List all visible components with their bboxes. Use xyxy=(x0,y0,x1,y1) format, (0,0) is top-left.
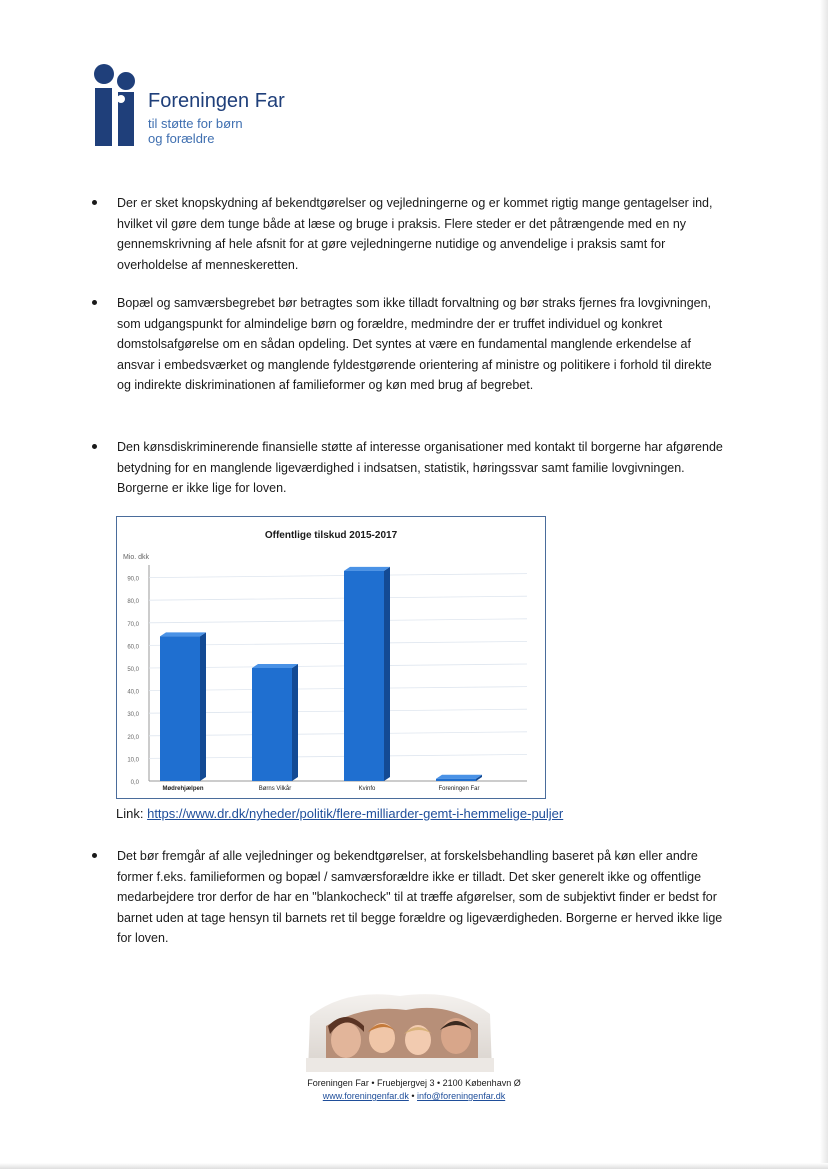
chart-bar xyxy=(436,779,476,781)
chart-x-tick-label: Mødrehjælpen xyxy=(162,786,204,792)
chart-y-tick-label: 70,0 xyxy=(127,621,139,628)
source-link-line xyxy=(116,806,563,821)
chart-y-axis-label: Mio. dkk xyxy=(123,554,150,561)
logo-tagline-line1: til støtte for børn xyxy=(148,116,243,131)
chart-bar-side xyxy=(200,632,206,781)
bar-chart xyxy=(116,516,546,799)
page-edge-shadow xyxy=(820,0,828,1169)
bullet-text: Der er sket knopskydning af bekendtgørelser og vejledningerne og er kommet rigtig mange gentagelser ind, hvilket vil gøre dem tunge både at læse og bruge i praksis. Flere steder er det påtrængende med en ny gennemskrivning af hele afsnit for at gøre vejledningerne nutidige og anvendelige i praksis samt for overholdelse af menneskeretten. xyxy=(117,196,713,272)
link-label: Link: xyxy=(116,806,144,821)
page-bottom-shadow xyxy=(0,1163,828,1169)
chart-y-tick-label: 30,0 xyxy=(127,712,139,719)
chart-bar xyxy=(160,636,200,781)
chart-x-tick-label: Foreningen Far xyxy=(438,786,480,792)
footer-website-link[interactable]: www.foreningenfar.dk xyxy=(322,1091,409,1101)
source-link[interactable]: https://www.dr.dk/nyheder/politik/flere-milliarder-gemt-i-hemmelige-puljer xyxy=(147,806,564,821)
chart-bar-top xyxy=(252,664,298,668)
chart-y-tick-label: 80,0 xyxy=(127,599,139,606)
chart-bar-top xyxy=(344,567,390,571)
family-photo xyxy=(306,986,494,1072)
bullet-dot-icon xyxy=(92,444,97,449)
chart-y-tick-label: 50,0 xyxy=(127,667,139,673)
bullet-dot-icon xyxy=(92,300,97,305)
chart-y-tick-label: 0,0 xyxy=(130,780,139,786)
chart-title: Offentlige tilskud 2015-2017 xyxy=(264,530,398,541)
chart-canvas xyxy=(117,517,544,797)
bullet-text: Bopæl og samværsbegrebet bør betragtes som ikke tilladt forvaltning og bør straks fjernes fra lovgivningen, som udgangspunkt for almindelige børn og forældre, medmindre der er truffet individuel og konkret domstolsafgørelse om en sådan opdeling. Det syntes at være en fundamental manglende erkendelse af ansvar i embedsværket og manglende fyldestgørende orientering af ministre og politikere i forhold til direkte og indirekte diskriminationen af familieformer og køn med brug af begrebet. xyxy=(117,296,712,393)
bullet-text: Det bør fremgår af alle vejledninger og bekendtgørelser, at forskelsbehandling baseret på køn eller andre former f.eks. familieformen og bopæl / samværsforældre ikke er tilladt. Det sker generelt ikke og offentlige medarbejdere tror derfor de har en "blankocheck" til at træffe afgørelser, som de subjektivt finder er bedst for barnet uden at tage hensyn til barnets ret til begge forældre og ligeværdigheden. Borgerne er herved ikke lige for loven. xyxy=(117,849,723,946)
chart-bar-top xyxy=(160,632,206,636)
logo-mark-icon xyxy=(92,62,148,152)
footer-address: Foreningen Far • Fruebjergvej 3 • 2100 København Ø xyxy=(307,1078,521,1088)
logo-tagline xyxy=(148,116,243,146)
logo-tagline-line2: og forældre xyxy=(148,131,215,146)
bullet-dot-icon xyxy=(92,200,97,205)
chart-y-tick-label: 90,0 xyxy=(127,576,139,583)
chart-bar-side xyxy=(292,664,298,781)
logo-name: Foreningen Far xyxy=(148,90,285,112)
bullet-dot-icon xyxy=(92,853,97,858)
chart-bar xyxy=(344,571,384,781)
chart-gridline xyxy=(149,619,527,623)
chart-gridline xyxy=(149,574,527,578)
logo xyxy=(92,62,332,152)
bullet-text: Den kønsdiskriminerende finansielle støtte af interesse organisationer med kontakt til borgerne har afgørende betydning for en manglende ligeværdighed i indsatsen, statistik, høringssvar samt familie lovgivningen. Borgerne er ikke lige for loven. xyxy=(117,440,723,496)
chart-x-tick-label: Børns Vilkår xyxy=(258,786,292,792)
footer-links xyxy=(0,1091,828,1101)
chart-y-tick-label: 10,0 xyxy=(127,757,139,764)
chart-bar-top xyxy=(436,775,482,779)
chart-y-tick-label: 60,0 xyxy=(127,644,139,651)
chart-y-tick-label: 40,0 xyxy=(127,689,139,696)
footer-email-link[interactable]: info@foreningenfar.dk xyxy=(417,1091,506,1101)
chart-y-tick-label: 20,0 xyxy=(127,734,139,741)
family-photo-image xyxy=(306,986,494,1072)
footer-separator: • xyxy=(411,1091,415,1101)
chart-gridline xyxy=(149,596,527,600)
chart-bar xyxy=(252,668,292,781)
chart-x-tick-label: Kvinfo xyxy=(358,786,376,792)
chart-bar-side xyxy=(384,567,390,781)
